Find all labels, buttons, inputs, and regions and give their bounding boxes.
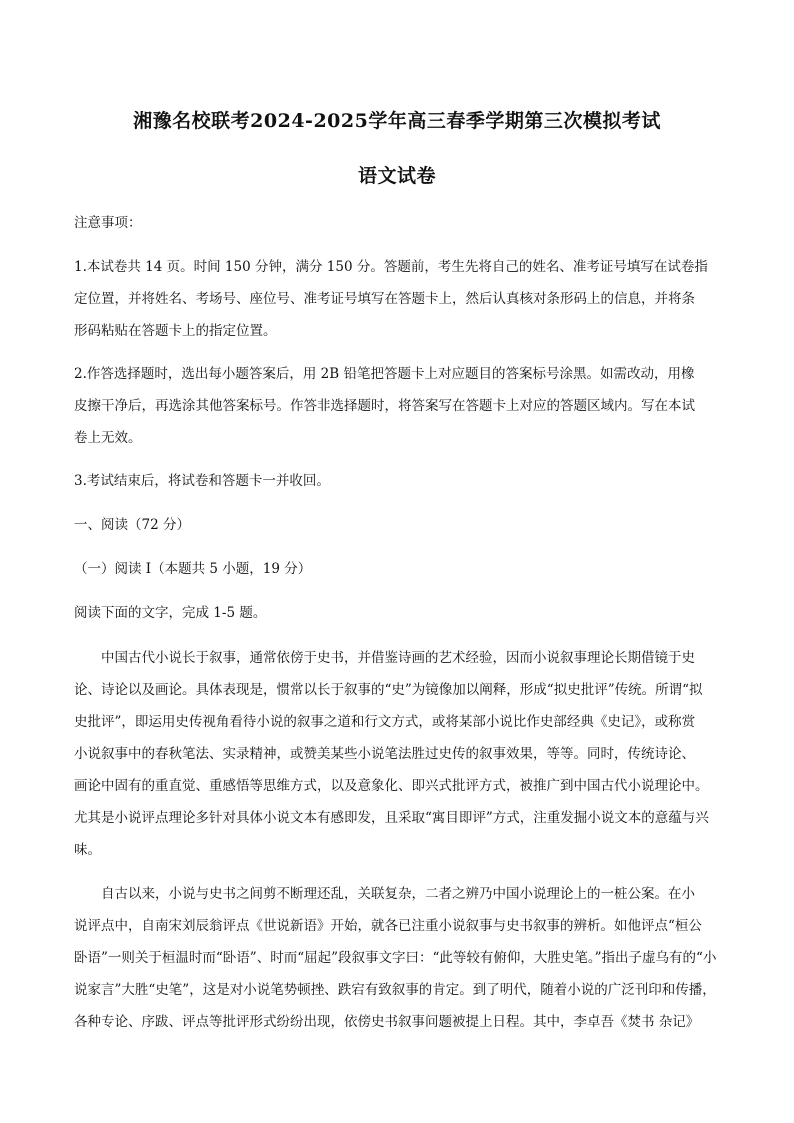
paragraph-2-line-2: 说评点中，自南宋刘辰翁评点《世说新语》开始，就各已注重小说叙事与史书叙事的辨析。如他评点“桓公 (74, 918, 702, 934)
notice-item-1-line-2: 定位置，并将姓名、考场号、座位号、准考证号填写在答题卡上，然后认真核对条形码上的信息，并将条 (74, 291, 695, 307)
paragraph-2-line-4: 说家言”大胜“史笔”，这是对小说笔势顿挫、跌宕有致叙事的肯定。到了明代，随着小说的广泛刊印和传播， (74, 982, 716, 998)
paragraph-2-line-3: 卧语”一则关于桓温时而“卧语”、时而“屈起”段叙事文字曰：“此等较有俯仰，大胜史笔。”指出子虚乌有的“小 (74, 950, 717, 966)
notice-item-3: 3.考试结束后，将试卷和答题卡一并收回。 (74, 473, 330, 489)
notice-item-1-line-3: 形码粘贴在答题卡上的指定位置。 (74, 323, 277, 339)
notice-item-2-line-2: 皮擦干净后，再选涂其他答案标号。作答非选择题时，将答案写在答题卡上对应的答题区域内。写在本试 (74, 398, 695, 414)
notice-item-2-line-1: 2.作答选择题时，选出每小题答案后，用 2B 铅笔把答题卡上对应题目的答案标号涂黑。如需改动，用橡 (74, 366, 695, 382)
paragraph-1-line-7: 味。 (74, 842, 101, 858)
notice-item-1-line-1: 1.本试卷共 14 页。时间 150 分钟，满分 150 分。答题前，考生先将自己的姓名、准考证号填写在试卷指 (74, 259, 708, 275)
paragraph-1-line-5: 画论中固有的重直觉、重感悟等思维方式，以及意象化、即兴式批评方式，被推广到中国古代小说理论中。 (74, 778, 709, 794)
paragraph-1-line-2: 论、诗论以及画论。具体表现是，惯常以长于叙事的“史”为镜像加以阐释，形成“拟史批评”传统。所谓“拟 (74, 682, 703, 698)
document-subtitle: 语文试卷 (357, 165, 436, 187)
paragraph-1-line-6: 尤其是小说评点理论多针对具体小说文本有感即发，且采取“寓目即评”方式，注重发掘小说文本的意蕴与兴 (74, 810, 709, 826)
document-title: 湘豫名校联考2024-2025学年高三春季学期第三次模拟考试 (133, 110, 661, 132)
notice-item-2-line-3: 卷上无效。 (74, 430, 142, 446)
reading-instruction: 阅读下面的文字，完成 1-5 题。 (74, 605, 267, 621)
sub-section-heading: （一）阅读 I（本题共 5 小题，19 分） (74, 561, 312, 577)
paragraph-1-line-4: 小说叙事中的春秋笔法、实录精神，或赞美某些小说笔法胜过史传的叙事效果，等等。同时，传统诗论、 (74, 746, 695, 762)
notice-heading: 注意事项： (74, 215, 142, 231)
paragraph-1-line-1: 中国古代小说长于叙事，通常依傍于史书，并借鉴诗画的艺术经验，因而小说叙事理论长期借镜于史 (101, 650, 695, 666)
section-heading: 一、阅读（72 分） (74, 517, 190, 533)
paragraph-2-line-1: 自古以来，小说与史书之间剪不断理还乱，关联复杂，二者之辨乃中国小说理论上的一桩公案。在小 (101, 886, 695, 902)
paragraph-2-line-5: 各种专论、序跋、评点等批评形式纷纷出现，依傍史书叙事问题被提上日程。其中，李卓吾《焚书 杂记》 (74, 1014, 700, 1030)
paragraph-1-line-3: 史批评”，即运用史传视角看待小说的叙事之道和行文方式，或将某部小说比作史部经典《史记》，或称赏 (74, 714, 696, 730)
